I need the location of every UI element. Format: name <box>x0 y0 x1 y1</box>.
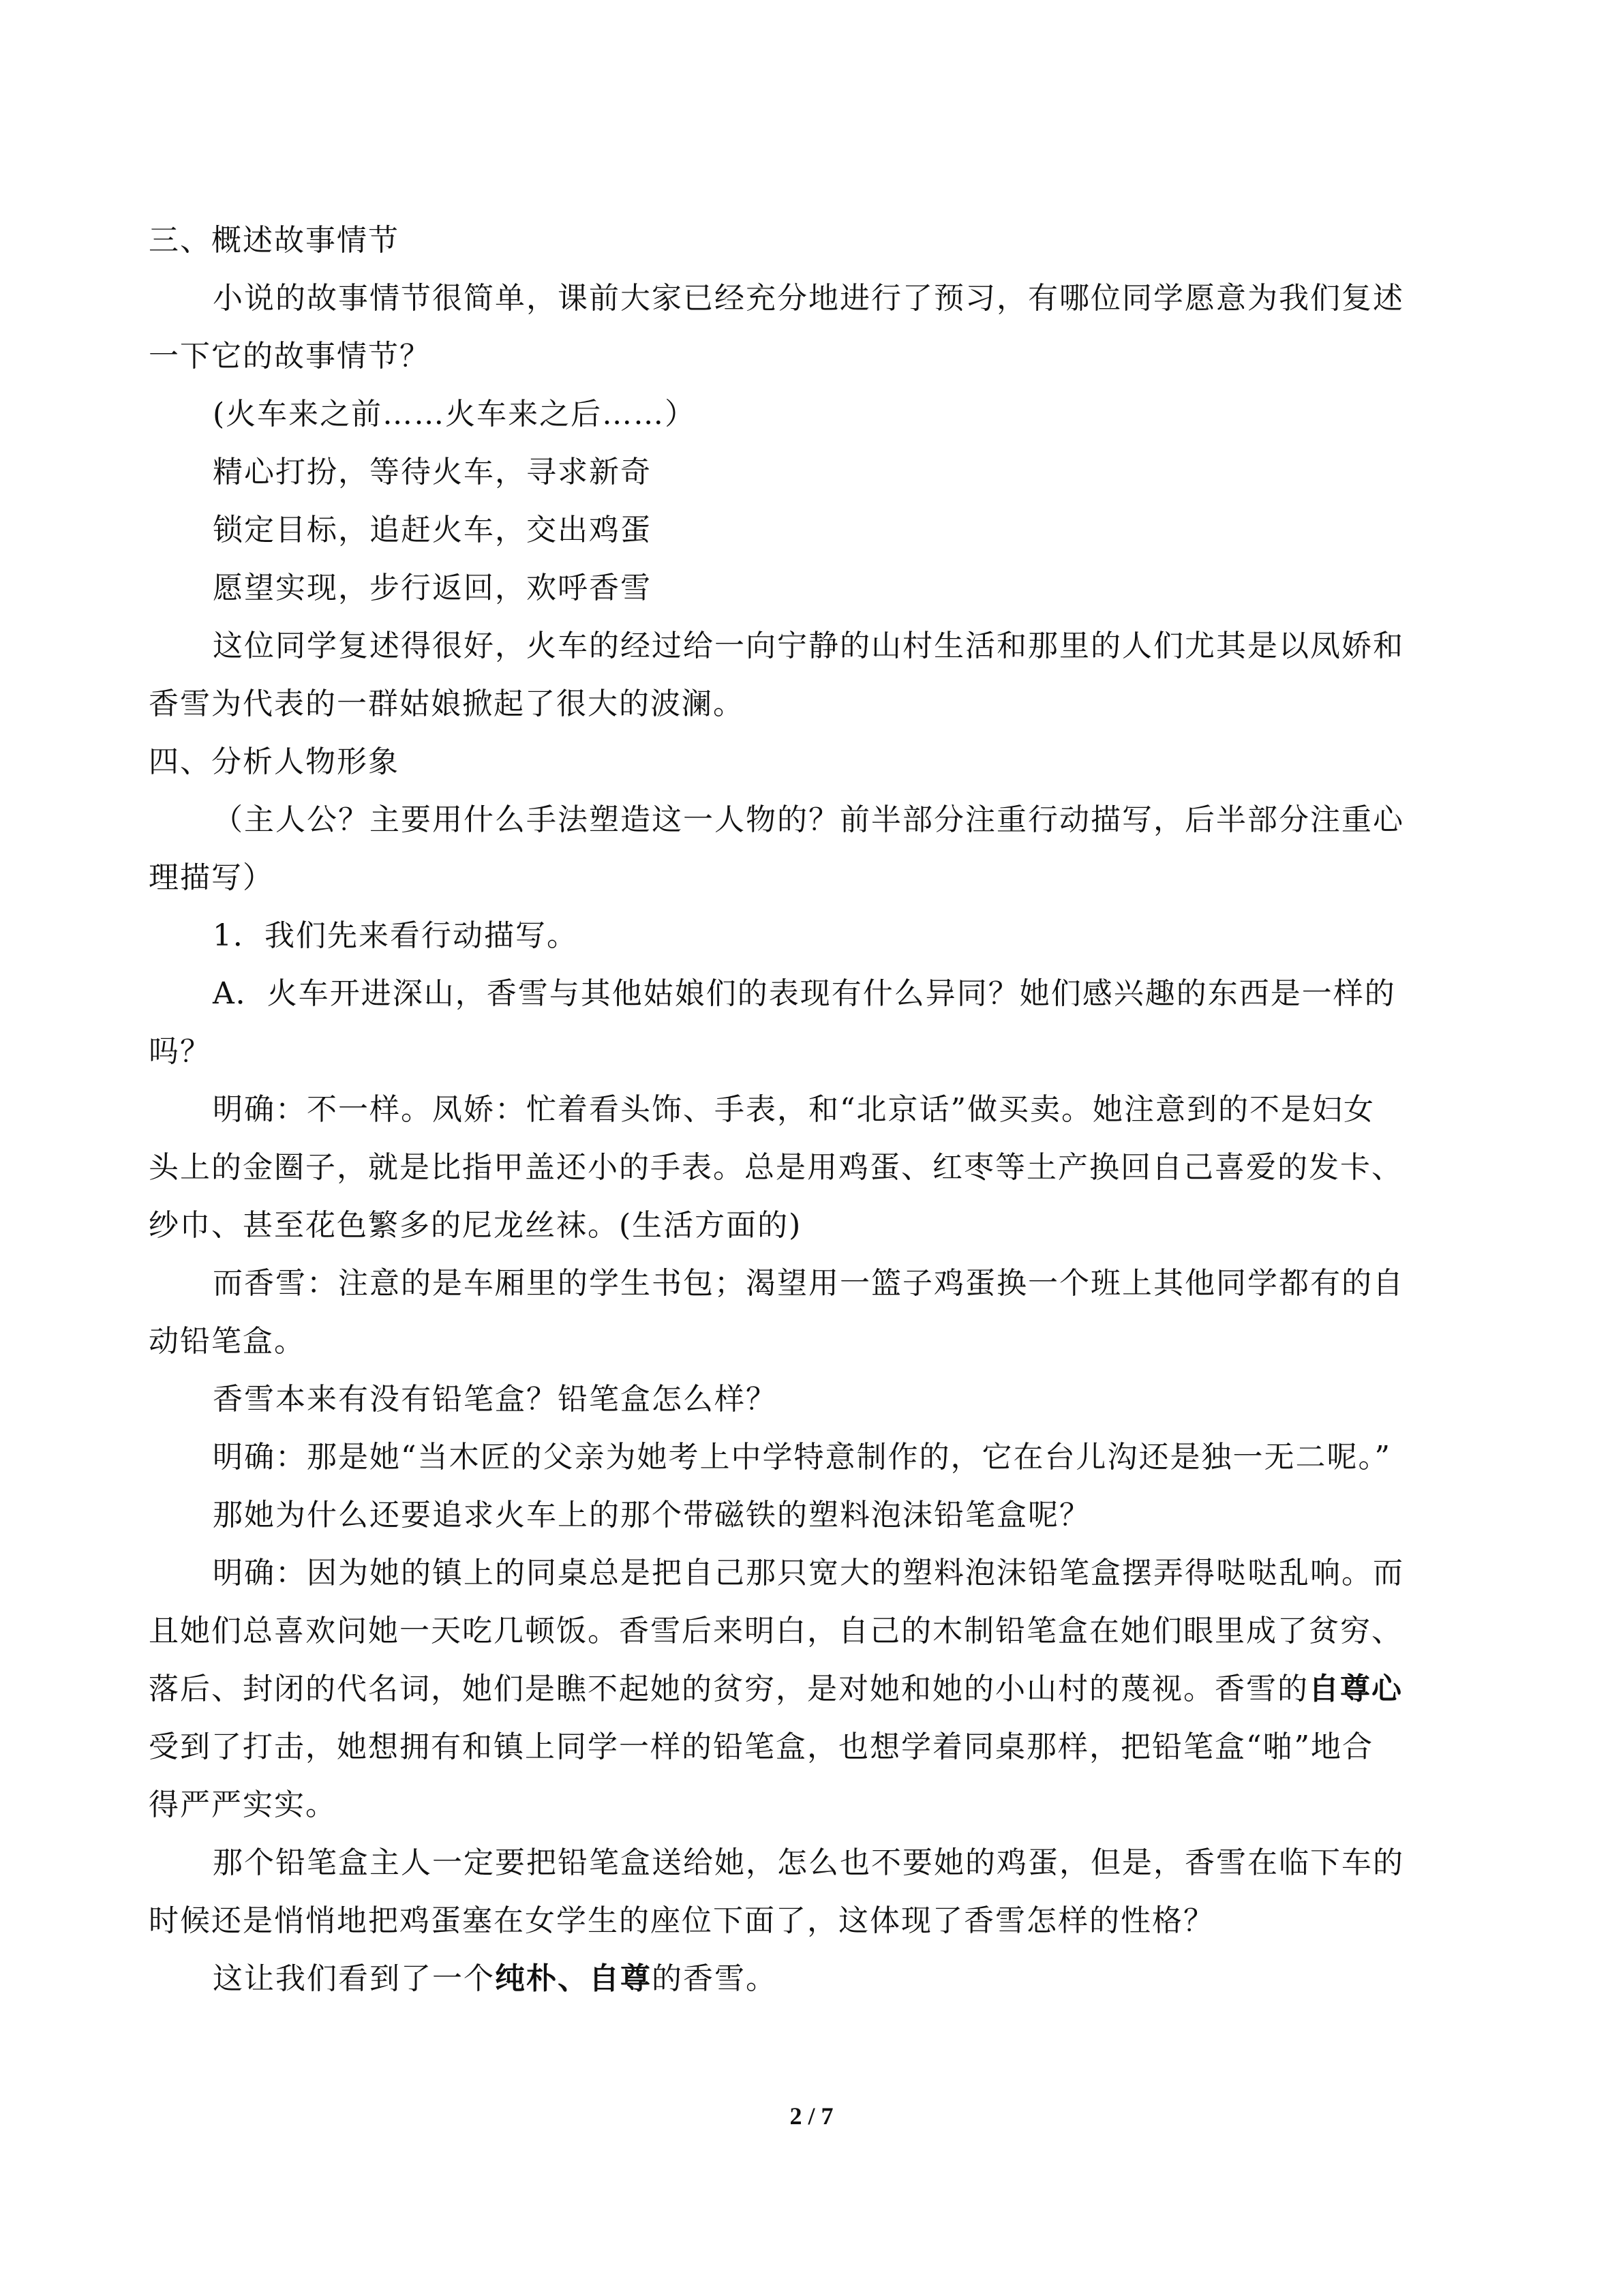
text-line <box>149 1370 1455 1428</box>
text-line <box>149 1834 1455 1892</box>
text-line <box>149 965 1455 1023</box>
paragraph-text: 动铅笔盒。 <box>149 1324 305 1359</box>
paragraph-text: 受到了打击，她想拥有和镇上同学一样的铅笔盒，也想学着同桌那样，把铅笔盒“啪”地合 <box>149 1729 1374 1764</box>
document-body <box>149 211 1455 2008</box>
paragraph-text: A．火车开进深山，香雪与其他姑娘们的表现有什么异同？她们感兴趣的东西是一样的 <box>213 976 1396 1011</box>
text-line <box>149 617 1455 675</box>
text-line <box>149 1023 1455 1081</box>
text-line <box>149 327 1455 385</box>
text-line <box>149 269 1455 327</box>
paragraph-text: 的香雪。 <box>652 1961 777 1996</box>
paragraph-text: 理描写） <box>149 860 274 895</box>
text-line <box>149 1718 1455 1776</box>
plot-point: 愿望实现，步行返回，欢呼香雪 <box>213 571 652 605</box>
text-line <box>149 559 1455 617</box>
text-line <box>149 1486 1455 1544</box>
page-number: 2 / 7 <box>789 2102 834 2130</box>
paragraph-text: (火车来之前……火车来之后……） <box>213 397 697 432</box>
paragraph-text: 时候还是悄悄地把鸡蛋塞在女学生的座位下面了，这体现了香雪怎样的性格？ <box>149 1903 1215 1938</box>
paragraph-text: 明确：因为她的镇上的同桌总是把自己那只宽大的塑料泡沫铅笔盒摆弄得哒哒乱响。而 <box>213 1556 1404 1590</box>
paragraph-text: 纱巾、甚至花色繁多的尼龙丝袜。(生活方面的) <box>149 1208 802 1243</box>
paragraph-text: 一下它的故事情节？ <box>149 339 431 374</box>
text-line <box>149 849 1455 907</box>
text-line <box>149 675 1455 733</box>
text-line <box>149 733 1455 791</box>
text-line <box>149 1312 1455 1370</box>
section-heading-3: 三、概述故事情节 <box>149 223 399 258</box>
emphasis-text: 纯朴、自尊 <box>495 1961 652 1996</box>
text-line <box>149 1254 1455 1312</box>
text-line <box>149 1950 1455 2008</box>
text-line <box>149 1544 1455 1602</box>
text-line <box>149 1602 1455 1660</box>
text-line <box>149 791 1455 849</box>
paragraph-text: 这让我们看到了一个 <box>213 1961 495 1996</box>
text-line <box>149 907 1455 965</box>
paragraph-text: 这位同学复述得很好，火车的经过给一向宁静的山村生活和那里的人们尤其是以凤娇和 <box>213 629 1404 663</box>
text-line <box>149 1776 1455 1834</box>
paragraph-text: 吗？ <box>149 1034 211 1069</box>
paragraph-text: 香雪本来有没有铅笔盒？铅笔盒怎么样？ <box>213 1382 777 1417</box>
section-heading-4: 四、分析人物形象 <box>149 744 399 779</box>
paragraph-text: 而香雪：注意的是车厢里的学生书包；渴望用一篮子鸡蛋换一个班上其他同学都有的自 <box>213 1266 1404 1301</box>
text-line <box>149 1138 1455 1196</box>
text-line <box>149 443 1455 501</box>
paragraph-text: 那她为什么还要追求火车上的那个带磁铁的塑料泡沫铅笔盒呢？ <box>213 1498 1091 1532</box>
paragraph-text: 香雪为代表的一群姑娘掀起了很大的波澜。 <box>149 686 744 721</box>
text-line <box>149 1660 1455 1718</box>
paragraph-text: 得严严实实。 <box>149 1787 337 1822</box>
plot-point: 锁定目标，追赶火车，交出鸡蛋 <box>213 513 652 547</box>
plot-point: 精心打扮，等待火车，寻求新奇 <box>213 455 652 489</box>
text-line <box>149 1081 1455 1138</box>
paragraph-text: 头上的金圈子，就是比指甲盖还小的手表。总是用鸡蛋、红枣等土产换回自己喜爱的发卡、 <box>149 1150 1403 1185</box>
text-line <box>149 211 1455 269</box>
paragraph-text: 明确：不一样。凤娇：忙着看头饰、手表，和“北京话”做买卖。她注意到的不是妇女 <box>213 1092 1375 1127</box>
text-line <box>149 1892 1455 1950</box>
text-line <box>149 385 1455 443</box>
paragraph-text: 那个铅笔盒主人一定要把铅笔盒送给她，怎么也不要她的鸡蛋，但是，香雪在临下车的 <box>213 1845 1404 1880</box>
paragraph-text: 小说的故事情节很简单，课前大家已经充分地进行了预习，有哪位同学愿意为我们复述 <box>213 281 1404 316</box>
paragraph-text: 且她们总喜欢问她一天吃几顿饭。香雪后来明白，自己的木制铅笔盒在她们眼里成了贫穷、 <box>149 1614 1403 1648</box>
emphasis-text: 自尊心 <box>1309 1672 1403 1706</box>
paragraph-text: 明确：那是她“当木匠的父亲为她考上中学特意制作的，它在台儿沟还是独一无二呢。” <box>213 1440 1391 1475</box>
text-line <box>149 1428 1455 1486</box>
text-line <box>149 1196 1455 1254</box>
paragraph-text: 落后、封闭的代名词，她们是瞧不起她的贫穷，是对她和她的小山村的蔑视。香雪的 <box>149 1672 1309 1706</box>
paragraph-text: （主人公？主要用什么手法塑造这一人物的？前半部分注重行动描写，后半部分注重心 <box>213 802 1404 837</box>
subsection-heading: 1．我们先来看行动描写。 <box>213 918 578 953</box>
text-line <box>149 501 1455 559</box>
